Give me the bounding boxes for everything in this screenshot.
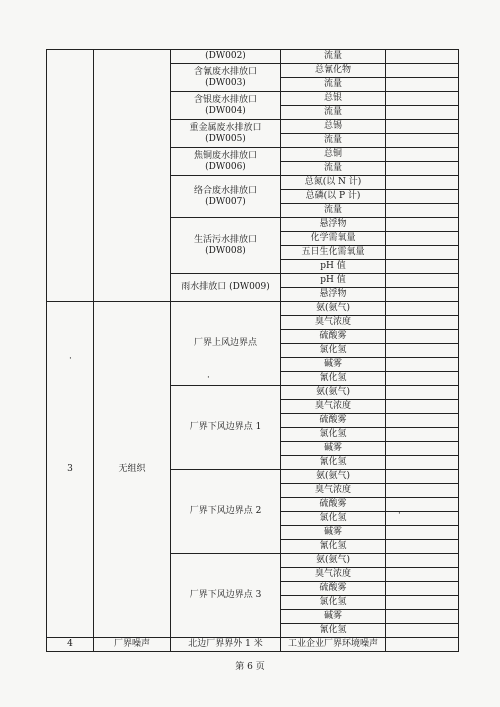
outlet-label: (DW005) [205, 133, 246, 144]
pollutant-cell: pH 值 [281, 274, 386, 288]
empty-cell [386, 274, 459, 288]
point-cell: 厂界下风边界点 3 [171, 554, 281, 638]
pollutant-cell: 化学需氧量 [281, 232, 386, 246]
pollutant-cell: 硫酸雾 [281, 498, 386, 512]
outlet-cell [171, 148, 281, 176]
empty-cell [386, 624, 459, 638]
outlet-label: 络合废水排放口 [193, 185, 257, 196]
empty-cell [386, 176, 459, 190]
pollutant-cell: 氰化氢 [281, 456, 386, 470]
no-cell: 4 [47, 638, 94, 652]
empty-cell [386, 204, 459, 218]
empty-cell [386, 260, 459, 274]
pollutant-cell: 臭气浓度 [281, 400, 386, 414]
empty-cell [386, 190, 459, 204]
pollutant-cell: 氰化氢 [281, 372, 386, 386]
empty-cell [386, 470, 459, 484]
monitoring-table [46, 49, 459, 652]
pollutant-cell: 氯化氢 [281, 596, 386, 610]
empty-cell [386, 302, 459, 316]
table-row [47, 638, 459, 652]
outlet-cell [171, 274, 281, 302]
empty-cell [386, 64, 459, 78]
empty-cell [386, 106, 459, 120]
empty-cell [386, 50, 459, 64]
outlet-cell [171, 92, 281, 120]
pollutant-cell: 悬浮物 [281, 218, 386, 232]
pollutant-cell: 总银 [281, 92, 386, 106]
pollutant-cell: 总氰化物 [281, 64, 386, 78]
empty-cell [386, 498, 459, 512]
empty-cell [386, 442, 459, 456]
pollutant-cell: 流量 [281, 162, 386, 176]
empty-cell [386, 134, 459, 148]
pollutant-cell: 流量 [281, 50, 386, 64]
pollutant-cell: 总铜 [281, 148, 386, 162]
pollutant-cell: 氰化氢 [281, 624, 386, 638]
scan-speck: · [398, 509, 401, 519]
outlet-label: 焦铜废水排放口 [193, 150, 257, 161]
outlet-label: (DW003) [205, 77, 246, 88]
point-cell: 厂界下风边界点 1 [171, 386, 281, 470]
pollutant-cell: 氨(氨气) [281, 386, 386, 400]
pollutant-cell: 悬浮物 [281, 288, 386, 302]
point-cell: 厂界下风边界点 2 [171, 470, 281, 554]
pollutant-cell: 臭气浓度 [281, 484, 386, 498]
outlet-label: (DW006) [205, 161, 246, 172]
scan-speck: · [69, 354, 72, 364]
pollutant-cell: 碱雾 [281, 526, 386, 540]
pollutant-cell: 硫酸雾 [281, 414, 386, 428]
empty-cell [386, 120, 459, 134]
outlet-label: (DW007) [205, 196, 246, 207]
outlet-label: 含银废水排放口 [193, 94, 257, 105]
empty-cell [386, 526, 459, 540]
point-cell: 厂界上风边界点 [171, 302, 281, 386]
empty-cell [386, 372, 459, 386]
empty-cell [386, 582, 459, 596]
pollutant-cell: 氯化氢 [281, 344, 386, 358]
pollutant-cell: 碱雾 [281, 442, 386, 456]
empty-cell [386, 610, 459, 624]
pollutant-cell: 臭气浓度 [281, 568, 386, 582]
empty-cell [386, 218, 459, 232]
empty-cell [386, 148, 459, 162]
empty-cell [386, 400, 459, 414]
category-cell [94, 50, 171, 302]
pollutant-cell: 氨(氨气) [281, 470, 386, 484]
empty-cell [386, 316, 459, 330]
empty-cell [386, 288, 459, 302]
no-cell: 3 [47, 302, 94, 638]
pollutant-cell: 臭气浓度 [281, 316, 386, 330]
category-cell: 无组织 [94, 302, 171, 638]
empty-cell [386, 428, 459, 442]
pollutant-cell: 流量 [281, 204, 386, 218]
outlet-label: (DW004) [205, 105, 246, 116]
pollutant-cell: 硫酸雾 [281, 330, 386, 344]
pollutant-cell: 氯化氢 [281, 428, 386, 442]
pollutant-cell: 总磷(以 P 计) [281, 190, 386, 204]
point-cell: 北边厂界界外 1 米 [171, 638, 281, 652]
empty-cell [386, 78, 459, 92]
pollutant-cell: 氯化氢 [281, 512, 386, 526]
category-cell: 厂界噪声 [94, 638, 171, 652]
scan-speck: · [207, 373, 210, 383]
empty-cell [386, 358, 459, 372]
empty-cell [386, 638, 459, 652]
empty-cell [386, 596, 459, 610]
pollutant-cell: 总锡 [281, 120, 386, 134]
pollutant-cell: 氨(氨气) [281, 302, 386, 316]
outlet-cell [171, 176, 281, 218]
pollutant-cell: 总氮(以 N 计) [281, 176, 386, 190]
pollutant-cell: 氰化氢 [281, 540, 386, 554]
outlet-label: 含氰废水排放口 [193, 66, 257, 77]
outlet-cell [171, 50, 281, 64]
pollutant-cell: 工业企业厂界环境噪声 [281, 638, 386, 652]
page-number: 第 6 页 [235, 662, 265, 672]
pollutant-cell: 流量 [281, 134, 386, 148]
pollutant-cell: 流量 [281, 78, 386, 92]
table-row [47, 302, 459, 316]
pollutant-cell: 氨(氨气) [281, 554, 386, 568]
outlet-label: (DW008) [205, 245, 246, 256]
empty-cell [386, 92, 459, 106]
empty-cell [386, 330, 459, 344]
empty-cell [386, 232, 459, 246]
pollutant-cell: 碱雾 [281, 358, 386, 372]
no-cell [47, 50, 94, 302]
outlet-label: 雨水排放口 (DW009) [181, 282, 270, 292]
empty-cell [386, 246, 459, 260]
empty-cell [386, 568, 459, 582]
outlet-label: (DW002) [205, 51, 246, 61]
pollutant-cell: 硫酸雾 [281, 582, 386, 596]
empty-cell [386, 554, 459, 568]
outlet-cell [171, 120, 281, 148]
pollutant-cell: 流量 [281, 106, 386, 120]
outlet-cell [171, 64, 281, 92]
outlet-cell [171, 218, 281, 274]
pollutant-cell: pH 值 [281, 260, 386, 274]
table-row [47, 50, 459, 64]
pollutant-cell: 碱雾 [281, 610, 386, 624]
empty-cell [386, 162, 459, 176]
empty-cell [386, 414, 459, 428]
empty-cell [386, 386, 459, 400]
empty-cell [386, 484, 459, 498]
outlet-label: 生活污水排放口 [193, 234, 257, 245]
empty-cell [386, 540, 459, 554]
pollutant-cell: 五日生化需氧量 [281, 246, 386, 260]
empty-cell [386, 344, 459, 358]
empty-cell [386, 512, 459, 526]
empty-cell [386, 456, 459, 470]
outlet-label: 重金属废水排放口 [189, 122, 262, 133]
